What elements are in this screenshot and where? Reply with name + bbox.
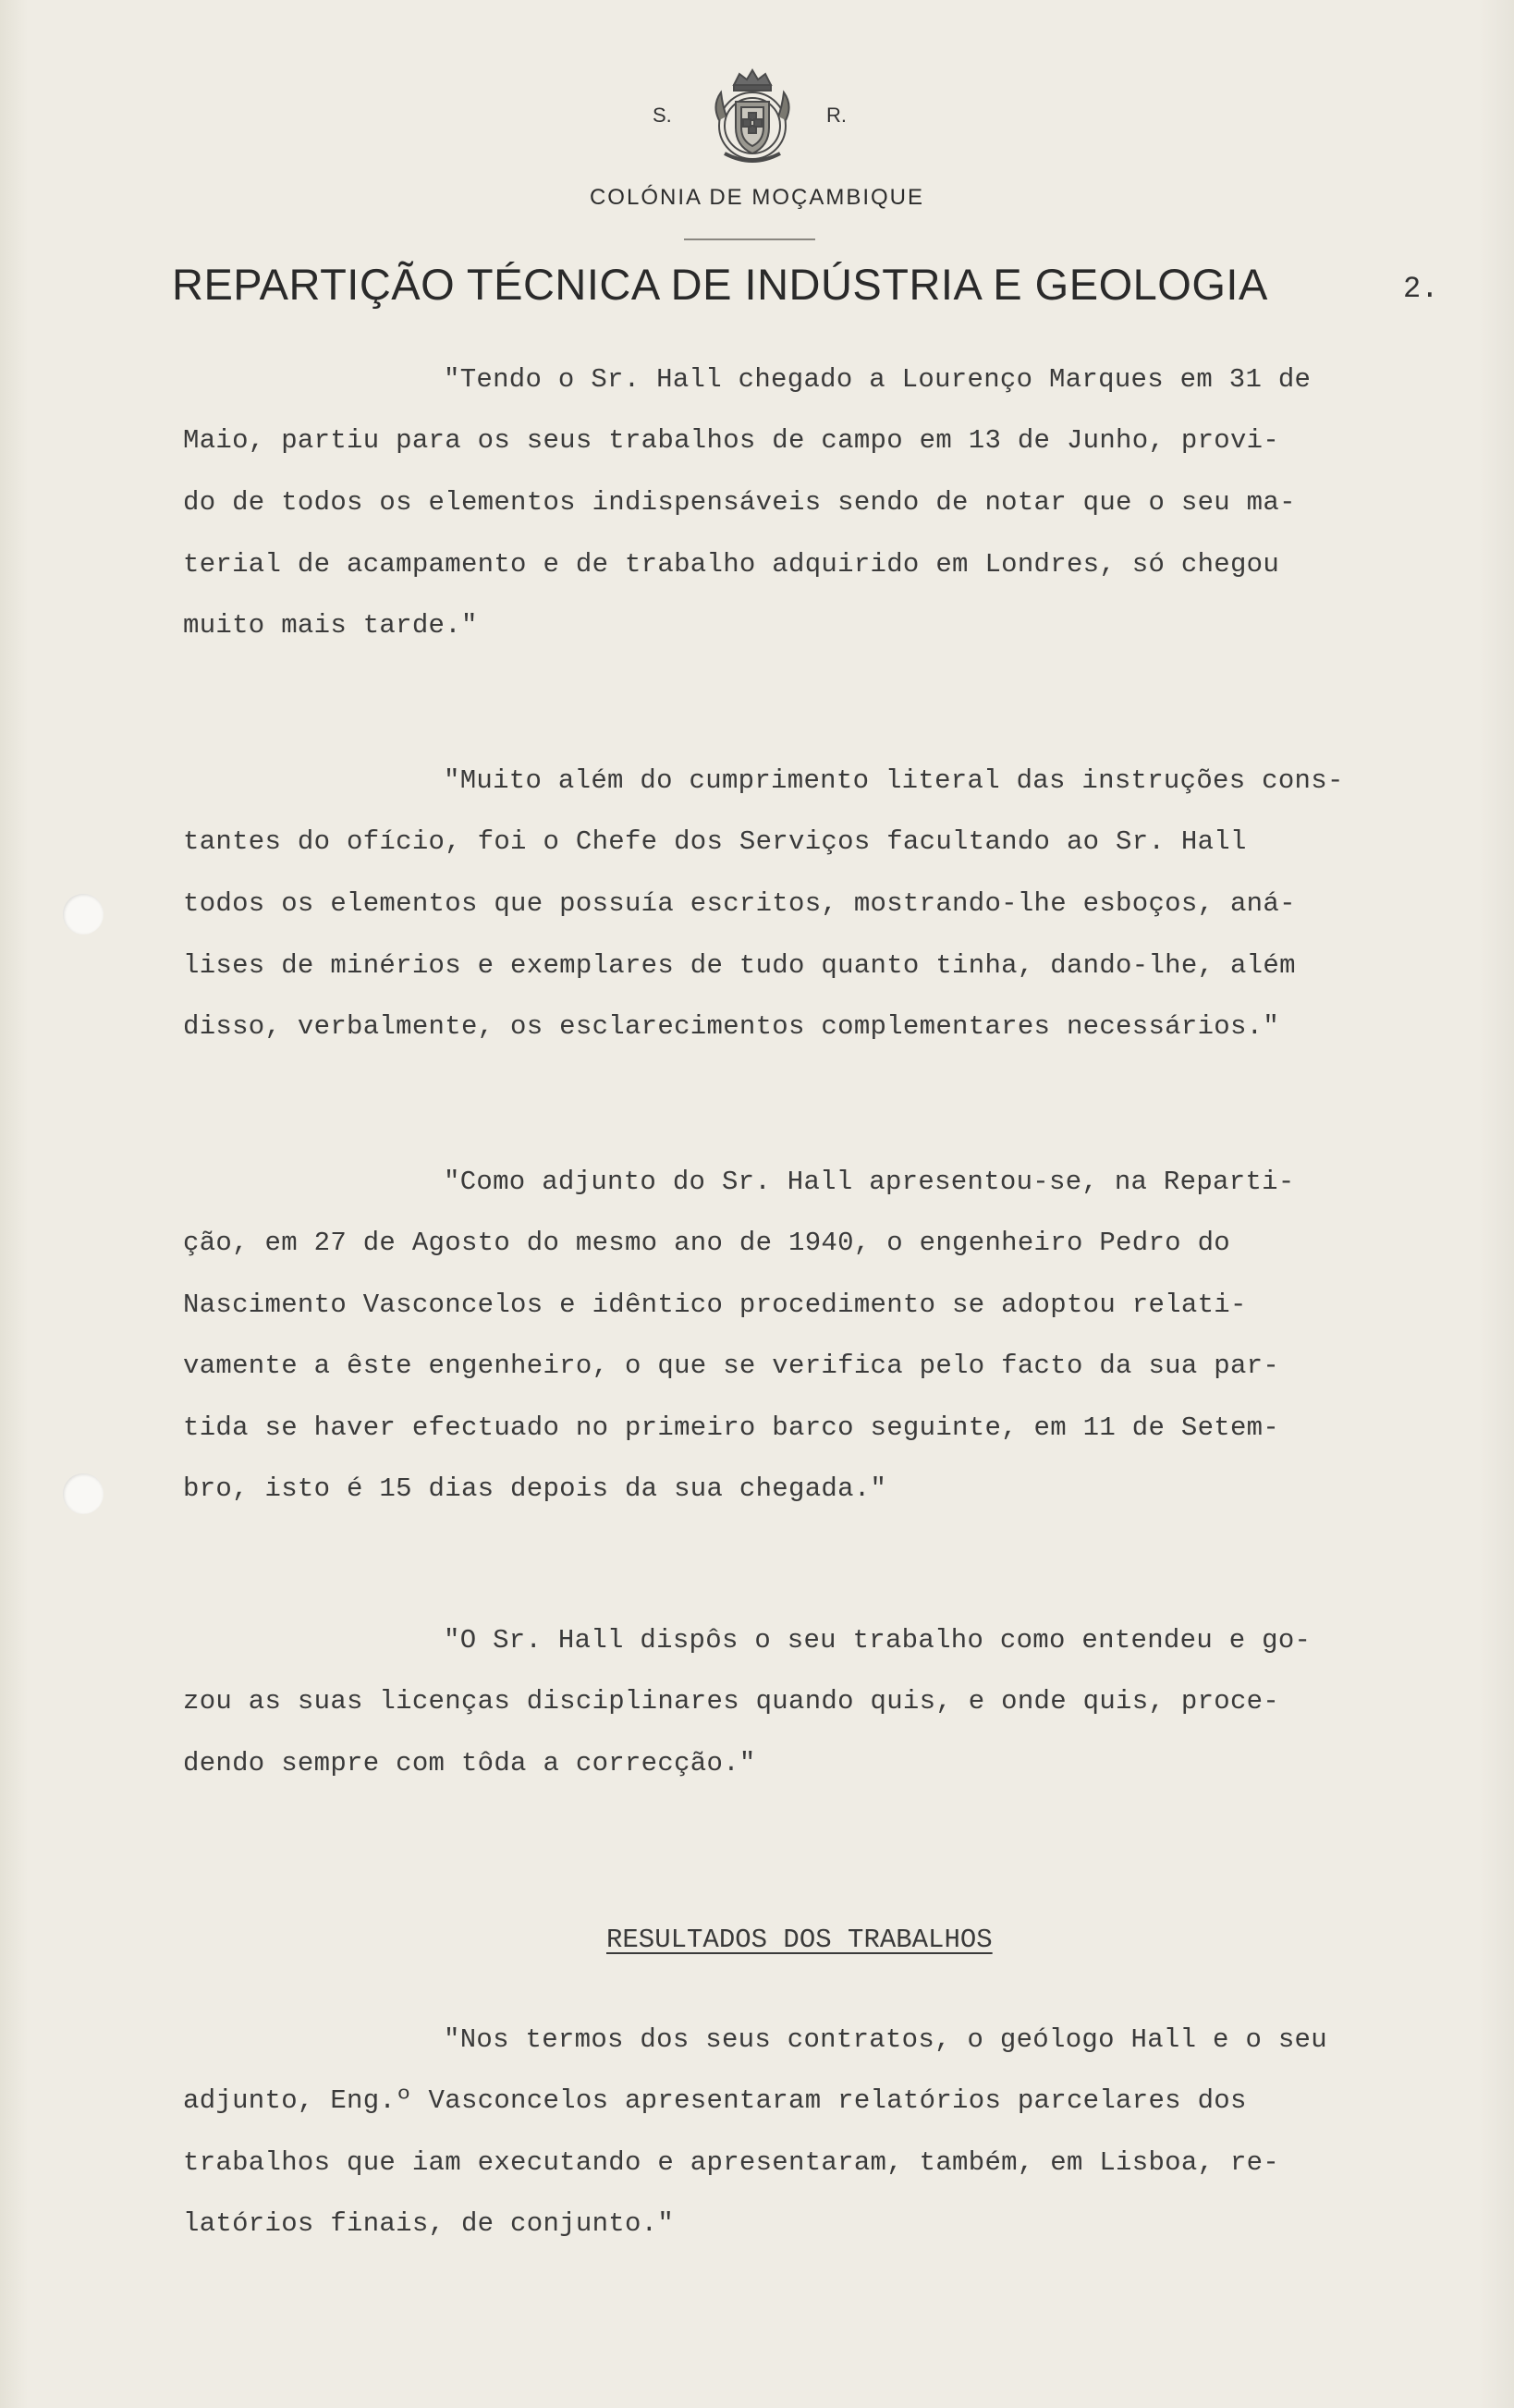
paragraph-3-line-6: bro, isto é 15 dias depois da sua chegada." — [183, 1473, 887, 1504]
paragraph-4-line-2: zou as suas licenças disciplinares quando quis, e onde quis, proce- — [183, 1686, 1280, 1717]
paragraph-3-line-5: tida se haver efectuado no primeiro barco seguinte, em 11 de Setem- — [183, 1412, 1280, 1443]
coat-of-arms-emblem — [699, 65, 806, 172]
final-paragraph-line-3: trabalhos que iam executando e apresentaram, também, em Lisboa, re- — [183, 2147, 1280, 2178]
final-paragraph-line-1: "Nos termos dos seus contratos, o geólogo Hall e o seu — [444, 2024, 1327, 2055]
paragraph-3-line-3: Nascimento Vasconcelos e idêntico procedimento se adoptou relati- — [183, 1290, 1247, 1320]
paragraph-1-line-3: do de todos os elementos indispensáveis sendo de notar que o seu ma- — [183, 487, 1296, 518]
paragraph-2-line-4: lises de minérios e exemplares de tudo quanto tinha, dando-lhe, além — [183, 950, 1296, 981]
paragraph-2-line-2: tantes do ofício, foi o Chefe dos Serviços facultando ao Sr. Hall — [183, 826, 1247, 857]
letterhead-initial-right: R. — [826, 104, 847, 127]
final-paragraph-line-4: latórios finais, de conjunto." — [183, 2208, 675, 2239]
paragraph-1-line-5: muito mais tarde." — [183, 610, 478, 641]
paragraph-1-line-2: Maio, partiu para os seus trabalhos de campo em 13 de Junho, provi- — [183, 425, 1280, 456]
letterhead-initial-left: S. — [653, 104, 672, 127]
paragraph-4-line-1: "O Sr. Hall dispôs o seu trabalho como entendeu e go- — [444, 1625, 1312, 1656]
paragraph-2-line-5: disso, verbalmente, os esclarecimentos complementares necessários." — [183, 1011, 1280, 1042]
paragraph-3-line-1: "Como adjunto do Sr. Hall apresentou-se, na Reparti- — [444, 1167, 1295, 1197]
section-title: RESULTADOS DOS TRABALHOS — [606, 1925, 993, 1955]
final-paragraph-line-2: adjunto, Eng.º Vasconcelos apresentaram relatórios parcelares dos — [183, 2085, 1247, 2116]
punch-hole-lower — [63, 1473, 104, 1514]
paragraph-1-line-4: terial de acampamento e de trabalho adquirido em Londres, só chegou — [183, 549, 1280, 580]
paragraph-3-line-2: ção, em 27 de Agosto do mesmo ano de 1940, o engenheiro Pedro do — [183, 1228, 1230, 1258]
letterhead-divider — [684, 238, 815, 240]
colony-name: COLÓNIA DE MOÇAMBIQUE — [589, 185, 925, 210]
page-number: 2. — [1403, 272, 1439, 306]
paragraph-2-line-3: todos os elementos que possuía escritos, mostrando-lhe esboços, aná- — [183, 888, 1296, 919]
department-heading: REPARTIÇÃO TÉCNICA DE INDÚSTRIA E GEOLOGIA — [172, 260, 1268, 309]
paragraph-2-line-1: "Muito além do cumprimento literal das instruções cons- — [444, 765, 1344, 796]
paragraph-3-line-4: vamente a êste engenheiro, o que se verifica pelo facto da sua par- — [183, 1351, 1280, 1381]
punch-hole-upper — [63, 894, 104, 935]
paragraph-1-line-1: "Tendo o Sr. Hall chegado a Lourenço Marques em 31 de — [444, 364, 1312, 395]
paragraph-4-line-3: dendo sempre com tôda a correcção." — [183, 1748, 756, 1778]
